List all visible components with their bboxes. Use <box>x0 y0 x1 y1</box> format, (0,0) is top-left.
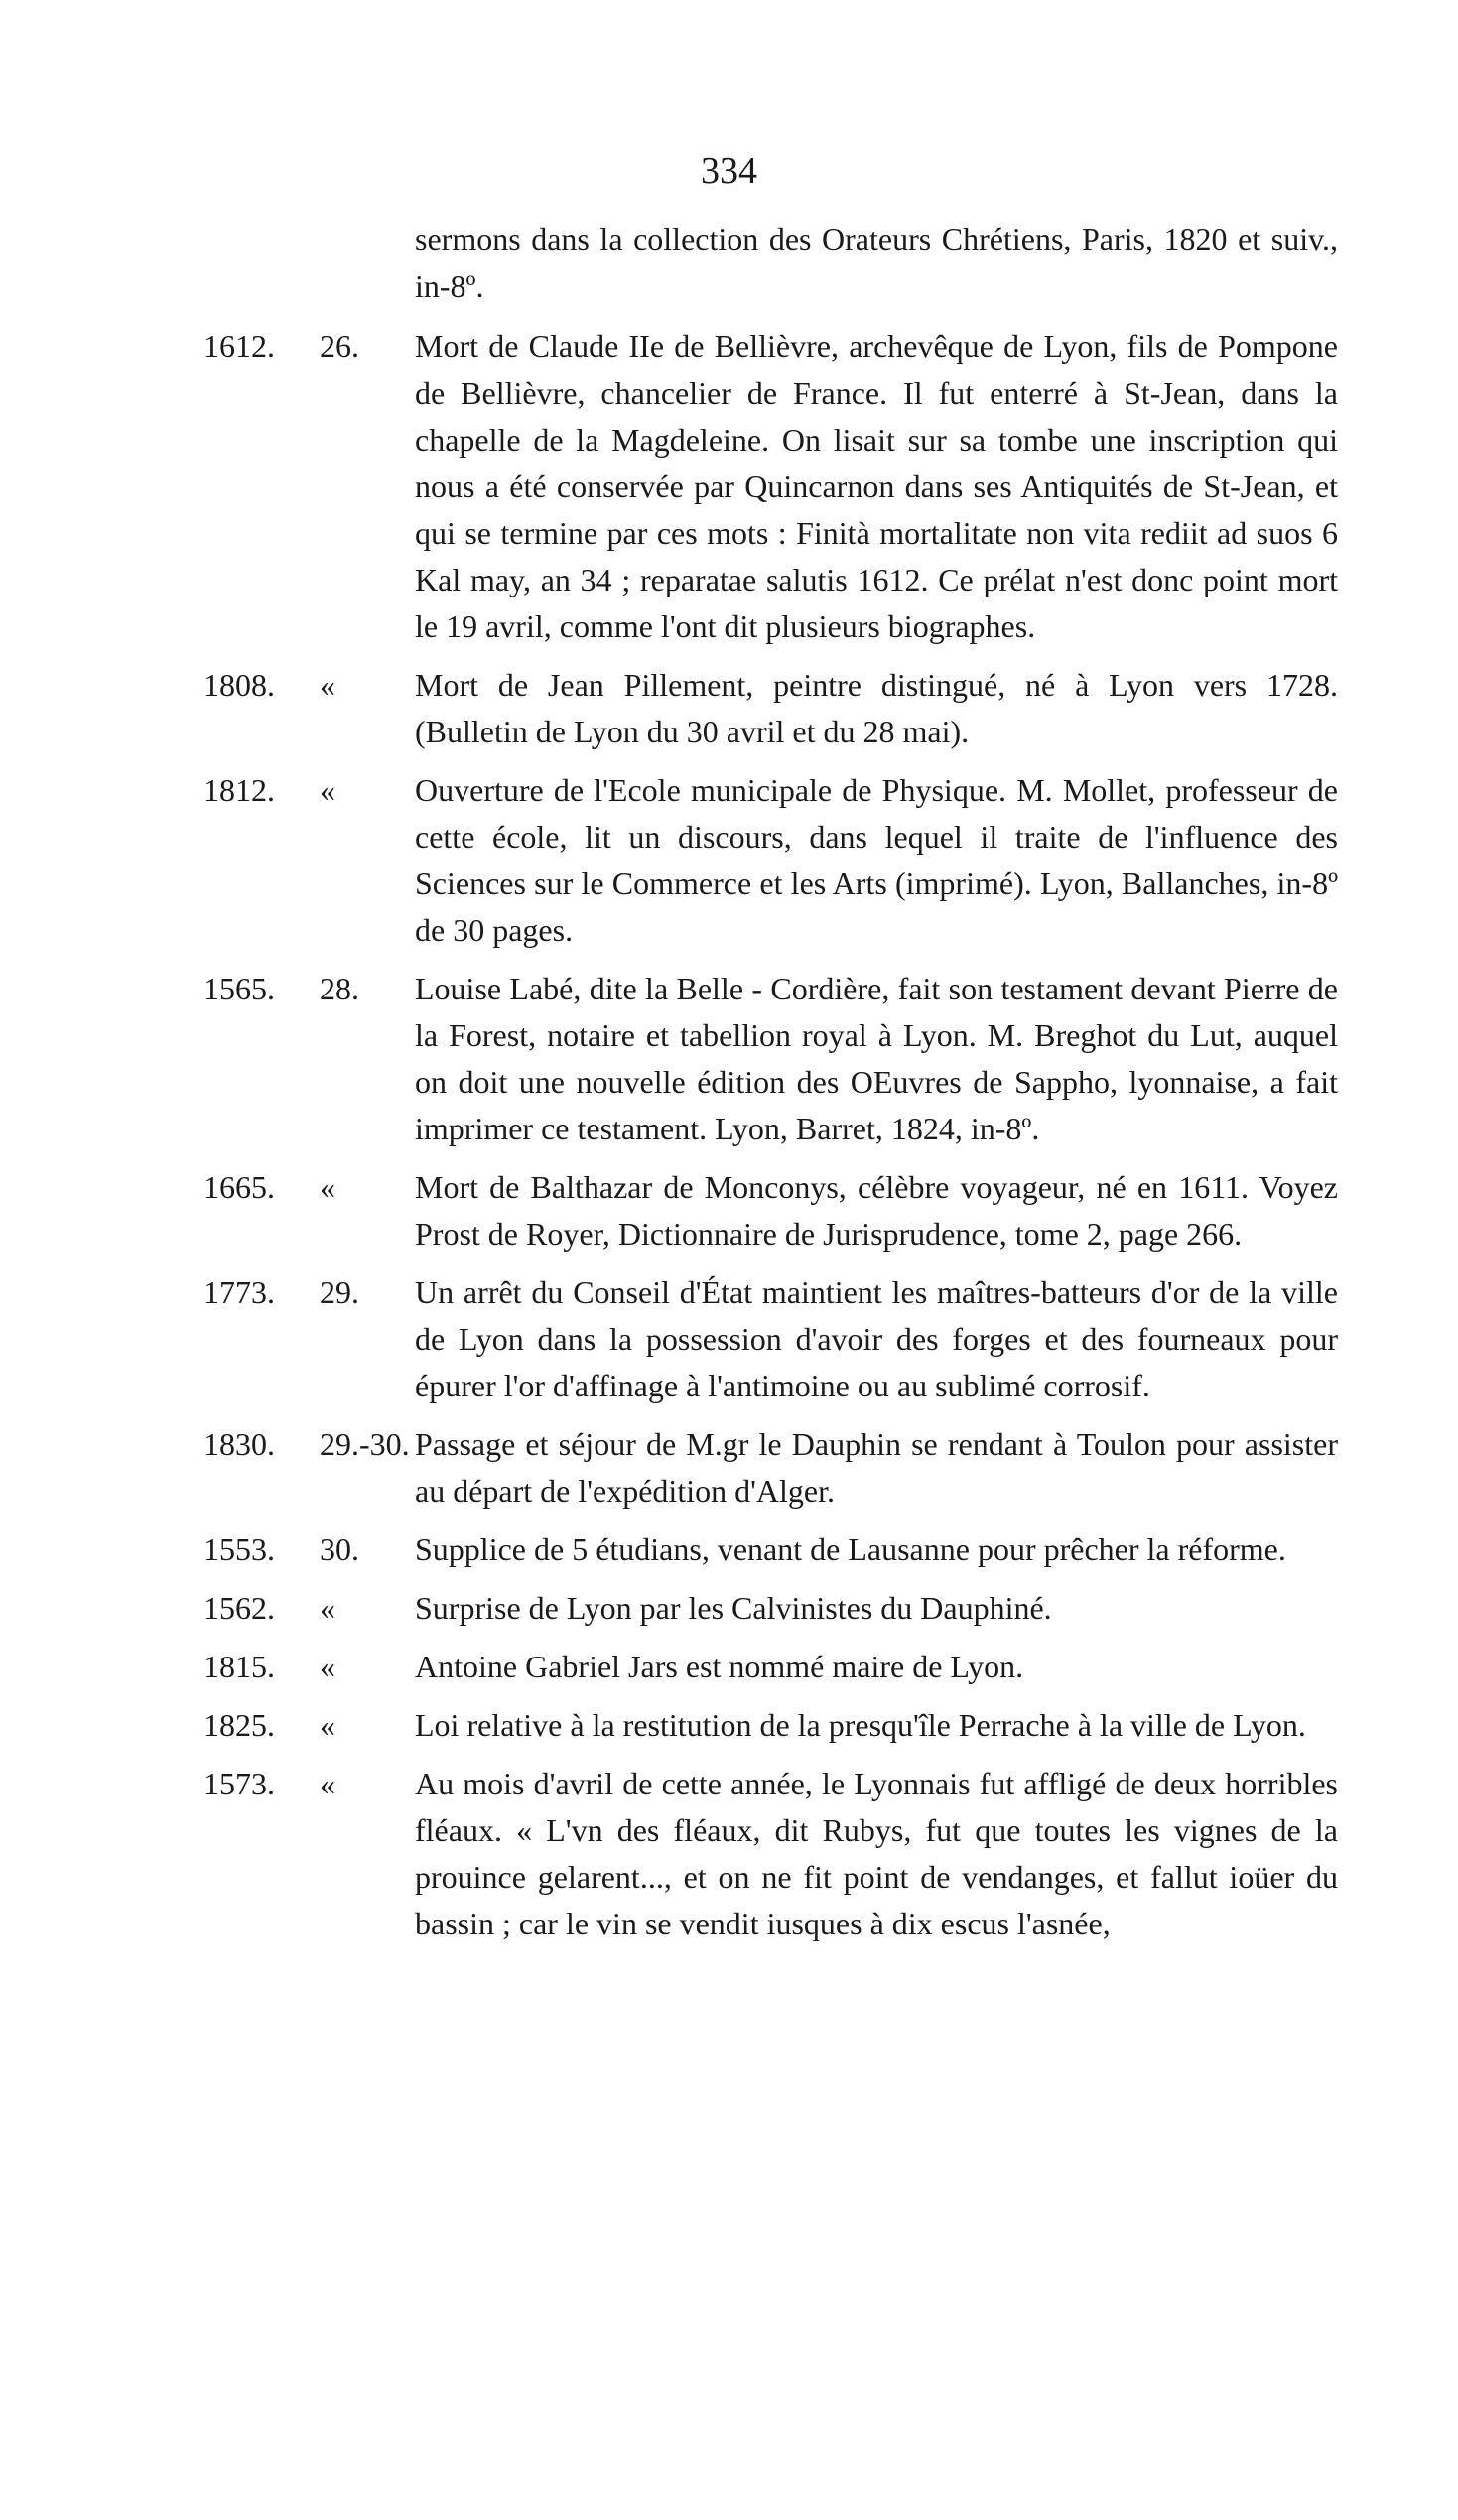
entry <box>0 1164 1458 1258</box>
entry-day: « <box>320 1649 335 1684</box>
entry-day: 29.-30. <box>320 1426 410 1462</box>
entry-list <box>0 216 1458 1959</box>
entry-day: « <box>320 1707 335 1743</box>
entry-year: 1815. <box>203 1649 275 1684</box>
entry-year: 1562. <box>203 1590 275 1626</box>
entry <box>0 966 1458 1152</box>
entry <box>0 1702 1458 1749</box>
entry-text: Mort de Balthazar de Monconys, célèbre voyageur, né en 1611. Voyez Prost de Royer, Dictionnaire de Jurisprudence, tome 2, page 266. <box>415 1169 1338 1252</box>
entry-text: Passage et séjour de M.gr le Dauphin se rendant à Toulon pour assister au départ de l'expédition d'Alger. <box>415 1426 1338 1509</box>
entry-year: 1825. <box>203 1707 275 1743</box>
entry-text: Loi relative à la restitution de la presqu'île Perrache à la ville de Lyon. <box>415 1707 1306 1743</box>
entry-text: Ouverture de l'Ecole municipale de Physique. M. Mollet, professeur de cette école, lit un discours, dans lequel il traite de l'influence des Sciences sur le Commerce et les Arts (imprimé). Lyon, Ballanches, in-8º de 30 pages. <box>415 772 1338 948</box>
page-number: 334 <box>701 150 757 192</box>
entry-day: « <box>320 1766 335 1801</box>
entry-year: 1612. <box>203 329 275 364</box>
entry-day: 29. <box>320 1274 359 1310</box>
entry-year: 1573. <box>203 1766 275 1801</box>
entry-year: 1553. <box>203 1531 275 1567</box>
entry-day: 28. <box>320 971 359 1006</box>
entry-text: Mort de Claude IIe de Bellièvre, archevêque de Lyon, fils de Pompone de Bellièvre, chancelier de France. Il fut enterré à St-Jean, dans la chapelle de la Magdeleine. On lisait sur sa tombe une inscription qui nous a été conservée par Quincarnon dans ses Antiquités de St-Jean, et qui se termine par ces mots : Finità mortalitate non vita rediit ad suos 6 Kal may, an 34 ; reparatae salutis 1612. Ce prélat n'est donc point mort le 19 avril, comme l'ont dit plusieurs biographes. <box>415 329 1338 644</box>
entry-year: 1665. <box>203 1169 275 1205</box>
entry-year: 1773. <box>203 1274 275 1310</box>
entry-day: « <box>320 667 335 703</box>
entry <box>0 1761 1458 1947</box>
entry-day: 30. <box>320 1531 359 1567</box>
entry-year: 1565. <box>203 971 275 1006</box>
entry <box>0 1526 1458 1573</box>
entry-year: 1830. <box>203 1426 275 1462</box>
entry-text: Antoine Gabriel Jars est nommé maire de Lyon. <box>415 1649 1024 1684</box>
entry-day: « <box>320 772 335 808</box>
continuation-entry <box>0 216 1458 310</box>
entry-text: Un arrêt du Conseil d'État maintient les maîtres-batteurs d'or de la ville de Lyon dans la possession d'avoir des forges et des fourneaux pour épurer l'or d'affinage à l'antimoine ou au sublimé corrosif. <box>415 1274 1338 1403</box>
entry <box>0 767 1458 954</box>
entry-text: Louise Labé, dite la Belle - Cordière, fait son testament devant Pierre de la Forest, notaire et tabellion royal à Lyon. M. Breghot du Lut, auquel on doit une nouvelle édition des OEuvres de Sappho, lyonnaise, a fait imprimer ce testament. Lyon, Barret, 1824, in-8º. <box>415 971 1338 1146</box>
entry-text: Supplice de 5 étudians, venant de Lausanne pour prêcher la réforme. <box>415 1531 1286 1567</box>
entry <box>0 1585 1458 1632</box>
entry-day: « <box>320 1590 335 1626</box>
entry-day: « <box>320 1169 335 1205</box>
entry-year: 1812. <box>203 772 275 808</box>
entry <box>0 1421 1458 1515</box>
entry <box>0 662 1458 755</box>
entry-day: 26. <box>320 329 359 364</box>
entry <box>0 1269 1458 1409</box>
entry-text: Surprise de Lyon par les Calvinistes du Dauphiné. <box>415 1590 1052 1626</box>
entry-year: 1808. <box>203 667 275 703</box>
entry <box>0 324 1458 650</box>
entry-text: Au mois d'avril de cette année, le Lyonnais fut affligé de deux horribles fléaux. « L'vn des fléaux, dit Rubys, fut que toutes les vignes de la prouince gelarent..., et on ne fit point de vendanges, et fallut ioüer du bassin ; car le vin se vendit iusques à dix escus l'asnée, <box>415 1766 1338 1941</box>
entry-text: sermons dans la collection des Orateurs Chrétiens, Paris, 1820 et suiv., in-8º. <box>415 221 1338 304</box>
entry-text: Mort de Jean Pillement, peintre distingué, né à Lyon vers 1728. (Bulletin de Lyon du 30 avril et du 28 mai). <box>415 667 1338 749</box>
entry <box>0 1644 1458 1690</box>
